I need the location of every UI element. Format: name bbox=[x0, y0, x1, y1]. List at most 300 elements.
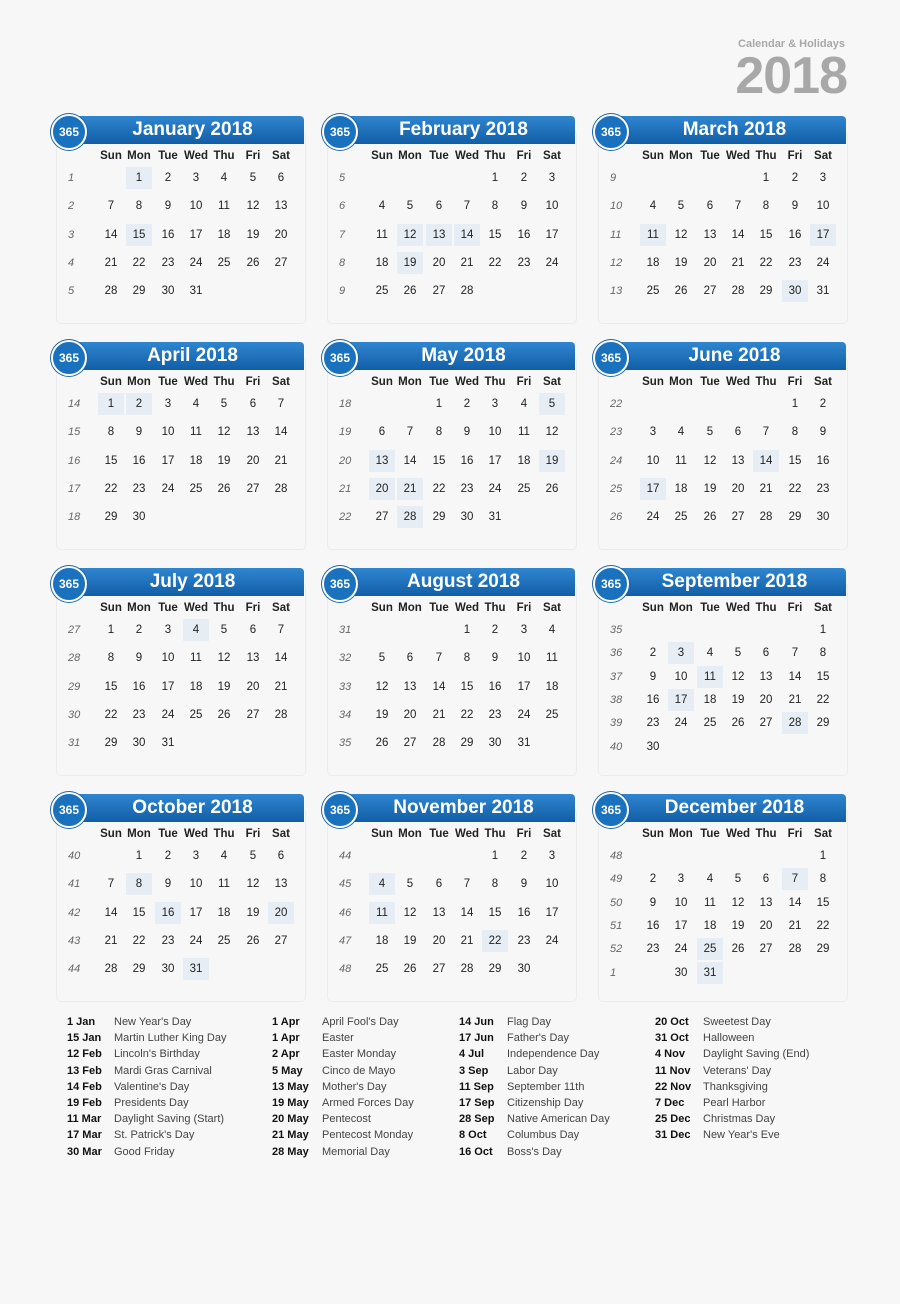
day-cell[interactable]: 18 bbox=[646, 256, 660, 269]
day-cell[interactable]: 3 bbox=[548, 172, 556, 184]
day-cell[interactable]: 6 bbox=[762, 873, 770, 886]
day-cell[interactable]: 10 bbox=[545, 200, 559, 213]
day-cell[interactable]: 20 bbox=[759, 693, 773, 706]
day-cell[interactable]: 17 bbox=[189, 906, 203, 919]
day-cell[interactable]: 30 bbox=[161, 285, 175, 298]
day-cell[interactable]: 29 bbox=[104, 737, 118, 750]
day-cell[interactable]: 10 bbox=[674, 896, 688, 909]
day-cell[interactable]: 25 bbox=[189, 482, 203, 495]
day-cell[interactable]: 30 bbox=[460, 511, 474, 524]
day-cell[interactable]: 1 bbox=[491, 172, 499, 184]
day-cell[interactable]: 4 bbox=[548, 624, 556, 636]
day-cell[interactable]: 22 bbox=[759, 256, 773, 269]
day-cell[interactable]: 17 bbox=[640, 478, 666, 500]
day-cell[interactable]: 30 bbox=[782, 280, 808, 302]
day-cell[interactable]: 9 bbox=[649, 896, 657, 909]
day-cell[interactable]: 17 bbox=[488, 454, 502, 467]
day-cell[interactable]: 14 bbox=[753, 450, 779, 472]
day-cell[interactable]: 15 bbox=[816, 896, 830, 909]
day-cell[interactable]: 27 bbox=[246, 708, 260, 721]
day-cell[interactable]: 1 bbox=[135, 850, 143, 862]
day-cell[interactable]: 9 bbox=[164, 200, 172, 213]
day-cell[interactable]: 18 bbox=[217, 228, 231, 241]
day-cell[interactable]: 3 bbox=[491, 398, 499, 410]
day-cell[interactable]: 5 bbox=[734, 873, 742, 886]
day-cell[interactable]: 18 bbox=[189, 454, 203, 467]
day-cell[interactable]: 9 bbox=[819, 426, 827, 439]
day-cell[interactable]: 28 bbox=[460, 285, 474, 298]
day-cell[interactable]: 10 bbox=[646, 454, 660, 467]
day-cell[interactable]: 17 bbox=[674, 919, 688, 932]
day-cell[interactable]: 6 bbox=[249, 624, 257, 636]
day-cell[interactable]: 24 bbox=[161, 708, 175, 721]
day-cell[interactable]: 10 bbox=[517, 652, 531, 665]
day-cell[interactable]: 20 bbox=[759, 919, 773, 932]
day-cell[interactable]: 22 bbox=[132, 934, 146, 947]
day-cell[interactable]: 22 bbox=[104, 708, 118, 721]
day-cell[interactable]: 24 bbox=[674, 943, 688, 956]
day-cell[interactable]: 19 bbox=[375, 708, 389, 721]
day-cell[interactable]: 18 bbox=[674, 482, 688, 495]
day-cell[interactable]: 18 bbox=[545, 680, 559, 693]
day-cell[interactable]: 19 bbox=[403, 934, 417, 947]
day-cell[interactable]: 20 bbox=[432, 934, 446, 947]
day-cell[interactable]: 6 bbox=[762, 647, 770, 660]
day-cell[interactable]: 12 bbox=[674, 228, 688, 241]
day-cell[interactable]: 7 bbox=[277, 624, 285, 636]
day-cell[interactable]: 23 bbox=[816, 482, 830, 495]
day-cell[interactable]: 29 bbox=[132, 963, 146, 976]
day-cell[interactable]: 7 bbox=[782, 868, 808, 890]
day-cell[interactable]: 20 bbox=[403, 708, 417, 721]
day-cell[interactable]: 21 bbox=[460, 256, 474, 269]
day-cell[interactable]: 7 bbox=[107, 878, 115, 891]
day-cell[interactable]: 28 bbox=[731, 285, 745, 298]
day-cell[interactable]: 8 bbox=[435, 426, 443, 439]
day-cell[interactable]: 11 bbox=[640, 224, 666, 246]
day-cell[interactable]: 2 bbox=[126, 393, 152, 415]
day-cell[interactable]: 16 bbox=[132, 680, 146, 693]
day-cell[interactable]: 22 bbox=[816, 693, 830, 706]
day-cell[interactable]: 6 bbox=[435, 200, 443, 213]
day-cell[interactable]: 10 bbox=[189, 878, 203, 891]
day-cell[interactable]: 16 bbox=[646, 693, 660, 706]
day-cell[interactable]: 6 bbox=[435, 878, 443, 891]
day-cell[interactable]: 27 bbox=[403, 737, 417, 750]
day-cell[interactable]: 4 bbox=[183, 619, 209, 641]
day-cell[interactable]: 29 bbox=[460, 737, 474, 750]
day-cell[interactable]: 26 bbox=[246, 256, 260, 269]
day-cell[interactable]: 13 bbox=[403, 680, 417, 693]
day-cell[interactable]: 28 bbox=[432, 737, 446, 750]
day-cell[interactable]: 16 bbox=[488, 680, 502, 693]
day-cell[interactable]: 14 bbox=[454, 224, 480, 246]
day-cell[interactable]: 16 bbox=[132, 454, 146, 467]
day-cell[interactable]: 5 bbox=[706, 426, 714, 439]
day-cell[interactable]: 9 bbox=[649, 670, 657, 683]
day-cell[interactable]: 19 bbox=[217, 680, 231, 693]
day-cell[interactable]: 27 bbox=[432, 285, 446, 298]
day-cell[interactable]: 29 bbox=[788, 511, 802, 524]
day-cell[interactable]: 24 bbox=[646, 511, 660, 524]
day-cell[interactable]: 9 bbox=[520, 878, 528, 891]
day-cell[interactable]: 16 bbox=[161, 228, 175, 241]
day-cell[interactable]: 13 bbox=[246, 652, 260, 665]
day-cell[interactable]: 31 bbox=[189, 285, 203, 298]
day-cell[interactable]: 30 bbox=[517, 963, 531, 976]
day-cell[interactable]: 28 bbox=[460, 963, 474, 976]
day-cell[interactable]: 15 bbox=[788, 454, 802, 467]
day-cell[interactable]: 2 bbox=[164, 850, 172, 862]
day-cell[interactable]: 9 bbox=[491, 652, 499, 665]
day-cell[interactable]: 4 bbox=[706, 647, 714, 660]
day-cell[interactable]: 11 bbox=[546, 652, 558, 665]
day-cell[interactable]: 17 bbox=[545, 228, 559, 241]
day-cell[interactable]: 3 bbox=[192, 172, 200, 184]
day-cell[interactable]: 25 bbox=[375, 963, 389, 976]
day-cell[interactable]: 24 bbox=[488, 482, 502, 495]
day-cell[interactable]: 12 bbox=[217, 426, 231, 439]
day-cell[interactable]: 2 bbox=[520, 850, 528, 862]
day-cell[interactable]: 26 bbox=[403, 285, 417, 298]
day-cell[interactable]: 7 bbox=[762, 426, 770, 439]
day-cell[interactable]: 25 bbox=[375, 285, 389, 298]
day-cell[interactable]: 6 bbox=[277, 850, 285, 862]
day-cell[interactable]: 14 bbox=[403, 454, 417, 467]
day-cell[interactable]: 5 bbox=[378, 652, 386, 665]
day-cell[interactable]: 19 bbox=[246, 906, 260, 919]
day-cell[interactable]: 10 bbox=[545, 878, 559, 891]
day-cell[interactable]: 21 bbox=[432, 708, 446, 721]
day-cell[interactable]: 6 bbox=[734, 426, 742, 439]
day-cell[interactable]: 15 bbox=[104, 680, 118, 693]
day-cell[interactable]: 6 bbox=[378, 426, 386, 439]
day-cell[interactable]: 26 bbox=[731, 717, 745, 730]
day-cell[interactable]: 5 bbox=[220, 624, 228, 636]
day-cell[interactable]: 30 bbox=[488, 737, 502, 750]
day-cell[interactable]: 27 bbox=[759, 943, 773, 956]
day-cell[interactable]: 10 bbox=[161, 652, 175, 665]
day-cell[interactable]: 11 bbox=[704, 896, 716, 909]
day-cell[interactable]: 12 bbox=[246, 878, 260, 891]
day-cell[interactable]: 2 bbox=[819, 398, 827, 410]
day-cell[interactable]: 15 bbox=[488, 228, 502, 241]
day-cell[interactable]: 5 bbox=[734, 647, 742, 660]
day-cell[interactable]: 17 bbox=[517, 680, 531, 693]
day-cell[interactable]: 23 bbox=[161, 934, 175, 947]
day-cell[interactable]: 30 bbox=[674, 966, 688, 979]
day-cell[interactable]: 26 bbox=[375, 737, 389, 750]
day-cell[interactable]: 22 bbox=[104, 482, 118, 495]
day-cell[interactable]: 22 bbox=[132, 256, 146, 269]
day-cell[interactable]: 13 bbox=[731, 454, 745, 467]
day-cell[interactable]: 21 bbox=[460, 934, 474, 947]
day-cell[interactable]: 13 bbox=[426, 224, 452, 246]
day-cell[interactable]: 23 bbox=[646, 943, 660, 956]
day-cell[interactable]: 19 bbox=[217, 454, 231, 467]
day-cell[interactable]: 18 bbox=[375, 934, 389, 947]
day-cell[interactable]: 1 bbox=[126, 167, 152, 189]
day-cell[interactable]: 25 bbox=[189, 708, 203, 721]
day-cell[interactable]: 4 bbox=[192, 398, 200, 410]
day-cell[interactable]: 14 bbox=[788, 670, 802, 683]
day-cell[interactable]: 2 bbox=[463, 398, 471, 410]
day-cell[interactable]: 22 bbox=[816, 919, 830, 932]
day-cell[interactable]: 5 bbox=[677, 200, 685, 213]
day-cell[interactable]: 24 bbox=[189, 256, 203, 269]
day-cell[interactable]: 8 bbox=[819, 873, 827, 886]
day-cell[interactable]: 31 bbox=[697, 962, 723, 984]
day-cell[interactable]: 19 bbox=[674, 256, 688, 269]
day-cell[interactable]: 5 bbox=[249, 172, 257, 184]
day-cell[interactable]: 22 bbox=[460, 708, 474, 721]
day-cell[interactable]: 29 bbox=[104, 511, 118, 524]
day-cell[interactable]: 28 bbox=[397, 506, 423, 528]
day-cell[interactable]: 11 bbox=[518, 426, 530, 439]
day-cell[interactable]: 1 bbox=[98, 393, 124, 415]
day-cell[interactable]: 8 bbox=[126, 873, 152, 895]
day-cell[interactable]: 21 bbox=[788, 919, 802, 932]
day-cell[interactable]: 5 bbox=[406, 878, 414, 891]
day-cell[interactable]: 8 bbox=[463, 652, 471, 665]
day-cell[interactable]: 4 bbox=[706, 873, 714, 886]
day-cell[interactable]: 25 bbox=[217, 934, 231, 947]
day-cell[interactable]: 22 bbox=[432, 482, 446, 495]
day-cell[interactable]: 20 bbox=[246, 680, 260, 693]
day-cell[interactable]: 26 bbox=[217, 708, 231, 721]
day-cell[interactable]: 25 bbox=[517, 482, 531, 495]
day-cell[interactable]: 12 bbox=[246, 200, 260, 213]
day-cell[interactable]: 8 bbox=[107, 652, 115, 665]
day-cell[interactable]: 8 bbox=[819, 647, 827, 660]
day-cell[interactable]: 4 bbox=[520, 398, 528, 410]
day-cell[interactable]: 14 bbox=[731, 228, 745, 241]
day-cell[interactable]: 7 bbox=[406, 426, 414, 439]
day-cell[interactable]: 25 bbox=[217, 256, 231, 269]
day-cell[interactable]: 25 bbox=[545, 708, 559, 721]
day-cell[interactable]: 17 bbox=[668, 689, 694, 711]
day-cell[interactable]: 24 bbox=[545, 256, 559, 269]
day-cell[interactable]: 21 bbox=[274, 454, 288, 467]
day-cell[interactable]: 3 bbox=[677, 873, 685, 886]
day-cell[interactable]: 3 bbox=[520, 624, 528, 636]
day-cell[interactable]: 23 bbox=[132, 482, 146, 495]
day-cell[interactable]: 19 bbox=[397, 252, 423, 274]
day-cell[interactable]: 4 bbox=[378, 200, 386, 213]
day-cell[interactable]: 13 bbox=[432, 906, 446, 919]
day-cell[interactable]: 29 bbox=[816, 943, 830, 956]
day-cell[interactable]: 27 bbox=[731, 511, 745, 524]
day-cell[interactable]: 13 bbox=[369, 450, 395, 472]
day-cell[interactable]: 8 bbox=[135, 200, 143, 213]
day-cell[interactable]: 11 bbox=[190, 426, 202, 439]
day-cell[interactable]: 16 bbox=[460, 454, 474, 467]
day-cell[interactable]: 11 bbox=[697, 666, 723, 688]
day-cell[interactable]: 28 bbox=[104, 963, 118, 976]
day-cell[interactable]: 12 bbox=[731, 896, 745, 909]
day-cell[interactable]: 28 bbox=[759, 511, 773, 524]
day-cell[interactable]: 23 bbox=[646, 717, 660, 730]
day-cell[interactable]: 14 bbox=[274, 652, 288, 665]
day-cell[interactable]: 24 bbox=[161, 482, 175, 495]
day-cell[interactable]: 23 bbox=[460, 482, 474, 495]
day-cell[interactable]: 12 bbox=[703, 454, 717, 467]
day-cell[interactable]: 12 bbox=[397, 224, 423, 246]
day-cell[interactable]: 11 bbox=[376, 228, 388, 241]
day-cell[interactable]: 28 bbox=[274, 708, 288, 721]
day-cell[interactable]: 8 bbox=[491, 200, 499, 213]
day-cell[interactable]: 23 bbox=[517, 256, 531, 269]
day-cell[interactable]: 22 bbox=[482, 930, 508, 952]
day-cell[interactable]: 8 bbox=[491, 878, 499, 891]
day-cell[interactable]: 27 bbox=[432, 963, 446, 976]
day-cell[interactable]: 26 bbox=[545, 482, 559, 495]
day-cell[interactable]: 7 bbox=[463, 878, 471, 891]
day-cell[interactable]: 23 bbox=[161, 256, 175, 269]
day-cell[interactable]: 13 bbox=[759, 896, 773, 909]
day-cell[interactable]: 24 bbox=[816, 256, 830, 269]
day-cell[interactable]: 18 bbox=[375, 256, 389, 269]
day-cell[interactable]: 17 bbox=[545, 906, 559, 919]
day-cell[interactable]: 30 bbox=[161, 963, 175, 976]
day-cell[interactable]: 17 bbox=[161, 680, 175, 693]
day-cell[interactable]: 19 bbox=[703, 482, 717, 495]
day-cell[interactable]: 14 bbox=[432, 680, 446, 693]
day-cell[interactable]: 26 bbox=[246, 934, 260, 947]
day-cell[interactable]: 15 bbox=[126, 224, 152, 246]
day-cell[interactable]: 24 bbox=[189, 934, 203, 947]
day-cell[interactable]: 19 bbox=[246, 228, 260, 241]
day-cell[interactable]: 20 bbox=[731, 482, 745, 495]
day-cell[interactable]: 19 bbox=[539, 450, 565, 472]
day-cell[interactable]: 13 bbox=[274, 878, 288, 891]
day-cell[interactable]: 1 bbox=[819, 850, 827, 862]
day-cell[interactable]: 16 bbox=[788, 228, 802, 241]
day-cell[interactable]: 27 bbox=[703, 285, 717, 298]
day-cell[interactable]: 31 bbox=[816, 285, 830, 298]
day-cell[interactable]: 25 bbox=[703, 717, 717, 730]
day-cell[interactable]: 9 bbox=[135, 426, 143, 439]
day-cell[interactable]: 12 bbox=[731, 670, 745, 683]
day-cell[interactable]: 3 bbox=[668, 642, 694, 664]
day-cell[interactable]: 19 bbox=[731, 693, 745, 706]
day-cell[interactable]: 27 bbox=[274, 256, 288, 269]
day-cell[interactable]: 15 bbox=[488, 906, 502, 919]
day-cell[interactable]: 5 bbox=[406, 200, 414, 213]
day-cell[interactable]: 2 bbox=[491, 624, 499, 636]
day-cell[interactable]: 22 bbox=[788, 482, 802, 495]
day-cell[interactable]: 25 bbox=[697, 938, 723, 960]
day-cell[interactable]: 1 bbox=[791, 398, 799, 410]
day-cell[interactable]: 16 bbox=[646, 919, 660, 932]
day-cell[interactable]: 1 bbox=[463, 624, 471, 636]
day-cell[interactable]: 7 bbox=[277, 398, 285, 410]
day-cell[interactable]: 27 bbox=[274, 934, 288, 947]
day-cell[interactable]: 23 bbox=[488, 708, 502, 721]
day-cell[interactable]: 16 bbox=[517, 228, 531, 241]
day-cell[interactable]: 14 bbox=[104, 228, 118, 241]
day-cell[interactable]: 7 bbox=[435, 652, 443, 665]
day-cell[interactable]: 17 bbox=[189, 228, 203, 241]
day-cell[interactable]: 24 bbox=[545, 934, 559, 947]
day-cell[interactable]: 3 bbox=[819, 172, 827, 184]
day-cell[interactable]: 31 bbox=[517, 737, 531, 750]
day-cell[interactable]: 31 bbox=[183, 958, 209, 980]
day-cell[interactable]: 14 bbox=[104, 906, 118, 919]
day-cell[interactable]: 7 bbox=[107, 200, 115, 213]
day-cell[interactable]: 30 bbox=[132, 737, 146, 750]
day-cell[interactable]: 12 bbox=[217, 652, 231, 665]
day-cell[interactable]: 27 bbox=[759, 717, 773, 730]
day-cell[interactable]: 1 bbox=[819, 624, 827, 636]
day-cell[interactable]: 28 bbox=[104, 285, 118, 298]
day-cell[interactable]: 16 bbox=[155, 902, 181, 924]
day-cell[interactable]: 19 bbox=[731, 919, 745, 932]
day-cell[interactable]: 18 bbox=[189, 680, 203, 693]
day-cell[interactable]: 15 bbox=[132, 906, 146, 919]
day-cell[interactable]: 27 bbox=[375, 511, 389, 524]
day-cell[interactable]: 16 bbox=[816, 454, 830, 467]
day-cell[interactable]: 21 bbox=[731, 256, 745, 269]
day-cell[interactable]: 25 bbox=[674, 511, 688, 524]
day-cell[interactable]: 18 bbox=[517, 454, 531, 467]
day-cell[interactable]: 11 bbox=[218, 878, 230, 891]
day-cell[interactable]: 15 bbox=[104, 454, 118, 467]
day-cell[interactable]: 11 bbox=[190, 652, 202, 665]
day-cell[interactable]: 28 bbox=[274, 482, 288, 495]
day-cell[interactable]: 9 bbox=[520, 200, 528, 213]
day-cell[interactable]: 15 bbox=[759, 228, 773, 241]
day-cell[interactable]: 6 bbox=[706, 200, 714, 213]
day-cell[interactable]: 22 bbox=[488, 256, 502, 269]
day-cell[interactable]: 15 bbox=[816, 670, 830, 683]
day-cell[interactable]: 13 bbox=[759, 670, 773, 683]
day-cell[interactable]: 1 bbox=[107, 624, 115, 636]
day-cell[interactable]: 4 bbox=[649, 200, 657, 213]
day-cell[interactable]: 11 bbox=[369, 902, 395, 924]
day-cell[interactable]: 10 bbox=[189, 200, 203, 213]
day-cell[interactable]: 21 bbox=[274, 680, 288, 693]
day-cell[interactable]: 18 bbox=[703, 919, 717, 932]
day-cell[interactable]: 5 bbox=[249, 850, 257, 862]
day-cell[interactable]: 4 bbox=[220, 172, 228, 184]
day-cell[interactable]: 10 bbox=[816, 200, 830, 213]
day-cell[interactable]: 15 bbox=[460, 680, 474, 693]
day-cell[interactable]: 21 bbox=[788, 693, 802, 706]
day-cell[interactable]: 5 bbox=[220, 398, 228, 410]
day-cell[interactable]: 2 bbox=[135, 624, 143, 636]
day-cell[interactable]: 12 bbox=[545, 426, 559, 439]
day-cell[interactable]: 23 bbox=[132, 708, 146, 721]
day-cell[interactable]: 6 bbox=[406, 652, 414, 665]
day-cell[interactable]: 28 bbox=[782, 712, 808, 734]
day-cell[interactable]: 14 bbox=[460, 906, 474, 919]
day-cell[interactable]: 3 bbox=[164, 624, 172, 636]
day-cell[interactable]: 3 bbox=[649, 426, 657, 439]
day-cell[interactable]: 3 bbox=[548, 850, 556, 862]
day-cell[interactable]: 4 bbox=[220, 850, 228, 862]
day-cell[interactable]: 17 bbox=[810, 224, 836, 246]
day-cell[interactable]: 24 bbox=[517, 708, 531, 721]
day-cell[interactable]: 21 bbox=[397, 478, 423, 500]
day-cell[interactable]: 26 bbox=[674, 285, 688, 298]
day-cell[interactable]: 23 bbox=[517, 934, 531, 947]
day-cell[interactable]: 8 bbox=[791, 426, 799, 439]
day-cell[interactable]: 15 bbox=[432, 454, 446, 467]
day-cell[interactable]: 31 bbox=[488, 511, 502, 524]
day-cell[interactable]: 26 bbox=[703, 511, 717, 524]
day-cell[interactable]: 9 bbox=[164, 878, 172, 891]
